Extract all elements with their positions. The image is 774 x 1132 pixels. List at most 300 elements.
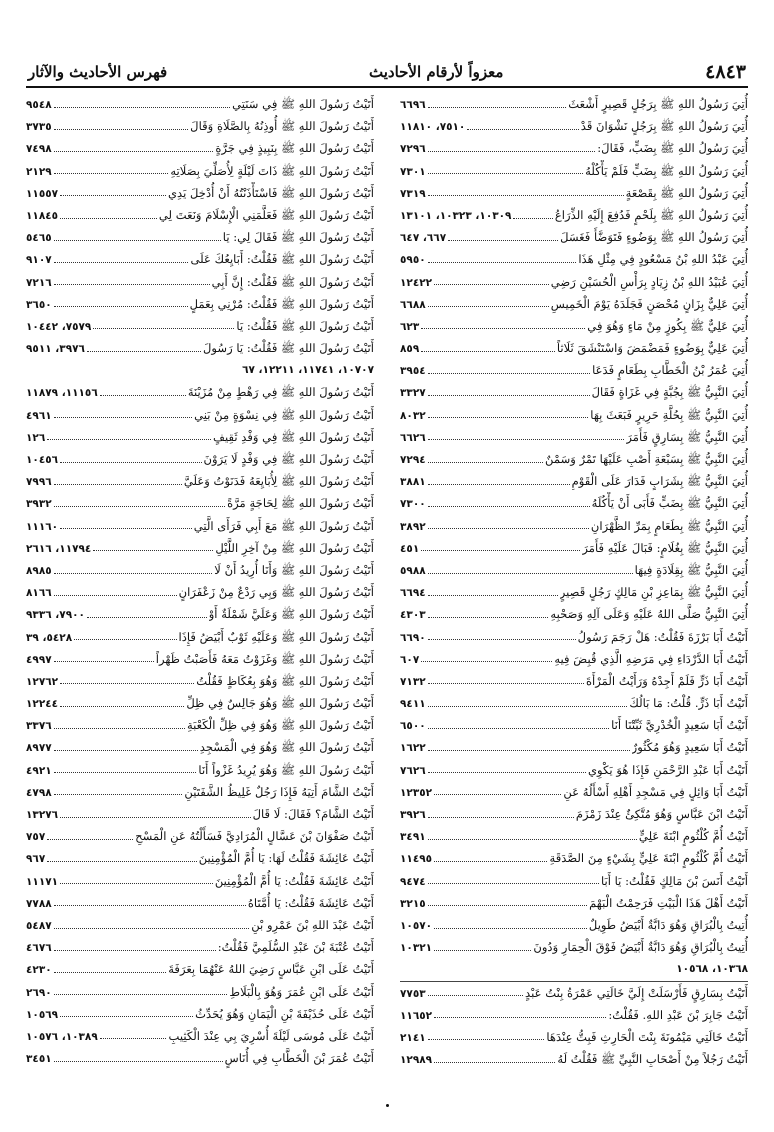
hadith-numbers: ١٠٥٧٠ [400, 919, 433, 932]
index-entry [26, 626, 374, 648]
dot-leader [428, 883, 599, 884]
index-entry [400, 847, 748, 869]
index-entry [400, 1048, 748, 1070]
hadith-incipit: أَتَيْتُ أَبَا ذَرٍّ. قُلْتُ: مَا بَالُكَ [629, 696, 748, 711]
hadith-numbers: ٦٦٩٠ [400, 631, 426, 644]
hadith-incipit: أَتَيْتُ رَسُولَ اللهِ ﷺ وَعَلَيَّ شَمْلَةٌ أَوْ [208, 607, 374, 622]
hadith-numbers: ٣٩٧٦، ٩٥١١ [26, 343, 85, 356]
hadith-numbers: ٧٢٩٤ [400, 454, 426, 466]
dot-leader [54, 107, 230, 108]
index-entry [26, 1047, 374, 1069]
hadith-numbers: ١١٤٩٥ [400, 853, 433, 866]
index-entry [26, 847, 374, 869]
hadith-numbers: ٧٩٠٠، ٩٣٣٦ [26, 609, 85, 622]
hadith-incipit: أُتِيَ عَبْدُ اللهِ بْنُ مَسْعُودٍ فِي مِثْلِ هَذَا [578, 252, 748, 267]
hadith-incipit: أُتِيَ عُبَيْدُ اللهِ بْنُ زِيَادٍ بِرَأْسِ الْحُسَيْنِ رَضِي [550, 274, 748, 289]
hadith-incipit: أَتَيْتُ رَسُولَ اللهِ ﷺ وَهُوَ يُرِيدُ غَزْواً أَنَا [198, 762, 374, 777]
hadith-numbers: ١١١٧١ [26, 875, 59, 888]
index-entry [400, 870, 748, 892]
hadith-numbers: ٢٦٩٠ [26, 986, 52, 999]
hadith-numbers: ١٠٣٠٩، ١٠٣٢٣، ١٣١٠١ [400, 209, 512, 222]
dot-leader [434, 861, 547, 862]
index-entry [26, 204, 374, 226]
dot-leader [87, 351, 201, 352]
hadith-incipit: أَتَيْتُ رَسُولَ اللهِ ﷺ وَعَلَيْهِ ثَوْبٌ أَبْيَضُ فَإِذَا [178, 629, 374, 644]
dot-leader [60, 683, 194, 684]
hadith-incipit: أُتِيَ النَّبِيُّ ﷺ بِغُلَامٍ: فَبَالَ عَلَيْهِ فَأَمَرَ [582, 540, 748, 555]
hadith-numbers: ٦٦٧، ٦٤٧ [400, 232, 447, 245]
index-entry [400, 93, 748, 115]
index-entry [400, 293, 748, 315]
hadith-incipit: أُتِيَ رَسُولُ اللهِ ﷺ بِضَبٍّ، فَقَالَ: [597, 141, 748, 156]
index-entry [26, 803, 374, 825]
index-entry [26, 825, 374, 847]
dot-leader [428, 151, 596, 152]
hadith-numbers: ١١١٦٠ [26, 520, 59, 533]
index-entry [26, 381, 374, 403]
index-entry [26, 1003, 374, 1025]
hadith-incipit: أَتَيْتُ عُمَرَ بْنَ الْخَطَّابِ فِي أُنَاسٍ [224, 1051, 374, 1066]
dot-leader [54, 484, 182, 485]
hadith-incipit: أَتَيْتُ عُتْبَةَ بْنَ عَبْدِ السُّلَمِيَّ فَقُلْتُ: [217, 940, 374, 955]
hadith-numbers: ٣٩٢٦ [400, 809, 426, 821]
hadith-incipit: أَتَيْتُ عَلَى ابْنِ عُمَرَ وَهُوَ بِالْبَلَاطِ [229, 984, 374, 999]
dot-leader [428, 772, 586, 773]
hadith-incipit: أُتِيَ رَسُولُ اللهِ ﷺ بِلَحْمٍ فَدُفِعَ إِلَيْهِ الذِّرَاعُ [554, 207, 748, 222]
dot-leader [100, 395, 186, 396]
index-entry [26, 692, 374, 714]
index-entry [26, 936, 374, 958]
hadith-incipit: أَتَيْتُ أَنَسَ بْنَ مَالِكٍ فَقُلْتُ: يَا أَبَا [600, 873, 748, 888]
index-entry [400, 714, 748, 736]
dot-leader [54, 972, 167, 973]
hadith-numbers: ٤٥١ [400, 542, 420, 555]
hadith-numbers: ٦٦٩٦ [400, 99, 426, 111]
hadith-numbers: ٩٥٤٨ [26, 99, 52, 111]
dot-leader [428, 195, 624, 196]
hadith-incipit: أُتِيتُ بِالْبُرَاقِ وَهُوَ دَابَّةٌ أَبْيَضُ طَوِيلٌ [588, 917, 748, 932]
dot-leader [428, 262, 577, 263]
hadith-incipit: أَتَيْتُ أَهْلَ هَذَا الْبَيْتِ فَرَحِمْتُ الْبَهْمَ [589, 895, 748, 910]
hadith-incipit: أَتَيْتُ رَسُولَ اللهِ ﷺ بِنَبِيذٍ فِي جَرَّةٍ [215, 141, 374, 156]
hadith-incipit: أَتَيْتُ عَائِشَةَ فَقُلْتُ لَهَا: يَا أُمَّ الْمُؤْمِنِينَ [198, 851, 374, 866]
dot-leader [60, 817, 251, 818]
dot-leader [60, 195, 166, 196]
index-entry [400, 470, 748, 492]
index-entry [26, 892, 374, 914]
dot-leader [428, 528, 589, 529]
dot-leader [93, 328, 234, 329]
index-entry [26, 115, 374, 137]
hadith-numbers: ٦٦٢٦ [400, 431, 426, 444]
hadith-numbers: ٦٦٩٤ [400, 587, 426, 600]
dot-leader [448, 240, 558, 241]
index-entry [26, 160, 374, 182]
hadith-incipit: أَتَيْتُ بِسَارِقٍ فَأَرْسَلَتْ إِلَيَّ خَالَتِي عَمْرَةُ بِنْتُ عَبْدٍ [525, 985, 748, 1000]
hadith-incipit: أَتَيْتُ الشَّامَ أَتِيَهُ فَإِذَا رَجُلٌ غَلِيظُ الشَّفَتَيْنِ [184, 784, 374, 799]
hadith-incipit: أَتَيْتُ أَبَا الدَّرْدَاءِ فِي مَرَضِهِ الَّذِي قُبِضَ فِيهِ [554, 651, 748, 666]
hadith-numbers: ١٢٣٥٢ [400, 786, 433, 799]
index-entry [26, 470, 374, 492]
index-entry [400, 559, 748, 581]
dot-leader [428, 995, 523, 996]
index-entry [26, 559, 374, 581]
index-page [26, 58, 748, 1070]
dot-leader [513, 218, 552, 219]
hadith-numbers: ٦٠٧ [400, 653, 420, 666]
dot-leader [421, 328, 585, 329]
hadith-incipit: أَتَيْتُ رَسُولَ اللهِ ﷺ وَهُوَ فِي ظِلِّ الْكَعْبَةِ [186, 718, 374, 733]
dot-leader [434, 928, 587, 929]
index-entry [26, 93, 374, 115]
hadith-numbers: ٨٩٨٥ [26, 564, 52, 577]
index-entry [26, 226, 374, 248]
index-entry [400, 892, 748, 914]
hadith-incipit: أَتَيْتُ رَسُولَ اللهِ ﷺ لِأُبَايِعَهُ فَدَنَوْتُ وَعَلَيَّ [183, 474, 374, 489]
hadith-incipit: أَتَيْتُ صَفْوَانَ بْنَ عَسَّالٍ الْمُرَادِيَّ فَسَأَلْتُهُ عَنِ الْمَسْحِ [135, 829, 374, 844]
index-entry [26, 271, 374, 293]
index-entry [400, 603, 748, 625]
index-entry [400, 692, 748, 714]
dot-leader [467, 129, 578, 130]
dot-leader [54, 661, 154, 662]
hadith-incipit: أَتَيْتُ رَسُولَ اللهِ ﷺ فَقُلْتُ: إِنَّ أَبِي [211, 274, 374, 289]
dot-leader [54, 151, 214, 152]
dot-leader [54, 728, 185, 729]
index-entry [26, 448, 374, 470]
hadith-numbers: ٢١٤١ [400, 1031, 426, 1044]
index-entry [400, 982, 748, 1004]
hadith-incipit: أَتَيْتُ رَسُولَ اللهِ ﷺ فِي رَهْطٍ مِنْ مُزَيْنَةَ [187, 385, 374, 400]
hadith-numbers: ٣٦٥٠ [26, 298, 52, 311]
index-entry [400, 492, 748, 514]
dot-leader [428, 706, 628, 707]
hadith-numbers: ١٦٢٢ [400, 742, 426, 755]
hadith-numbers: ٦٥٠٠ [400, 720, 426, 733]
dot-leader [54, 262, 189, 263]
index-entry [400, 381, 748, 403]
dot-leader [428, 750, 630, 751]
index-entry [26, 714, 374, 736]
hadith-numbers: ٨٠٣٢ [400, 409, 426, 422]
hadith-numbers: ١٣٢٧٦ [26, 809, 59, 821]
dot-leader [428, 1039, 545, 1040]
hadith-numbers: ٨٥٩ [400, 343, 420, 356]
hadith-incipit: أُتِيَ رَسُولُ اللهِ ﷺ بِوَضُوءٍ فَتَوَضَّأَ فَغَسَلَ [560, 230, 748, 245]
hadith-incipit: أَتَيْتُ أُمَّ كُلْثُومٍ ابْنَةَ عَلِيٍّ [638, 829, 748, 844]
dot-leader [54, 129, 189, 130]
hadith-numbers: ٦٦٨٨ [400, 298, 426, 311]
footer-dot [386, 1104, 389, 1107]
dot-leader [54, 417, 192, 418]
book-title: فهرس الأحاديث والآثار [28, 63, 168, 81]
hadith-numbers: ١١٦٥٢ [400, 1009, 433, 1022]
hadith-numbers: ٣٩٥٤ [400, 365, 426, 378]
hadith-numbers: ٤٩٢١ [26, 764, 52, 777]
hadith-numbers: ٧٧٥٣ [400, 987, 426, 1000]
dot-leader [54, 750, 198, 751]
index-entry [400, 515, 748, 537]
hadith-incipit: أَتَيْتُ رَسُولَ اللهِ ﷺ فَعَلَّمَنِي الْإِسْلَامَ وَنَعَتَ لِي [158, 207, 374, 222]
dot-leader [100, 1038, 167, 1039]
hadith-numbers: ١٢٩٨٩ [400, 1054, 433, 1067]
hadith-numbers: ١١٨٤٥ [26, 209, 59, 222]
hadith-incipit: أَتَيْتُ رَجُلاً مِنْ أَصْحَابِ النَّبِيِّ ﷺ فَقُلْتُ لَهُ [557, 1052, 748, 1067]
dot-leader [93, 550, 213, 551]
dot-leader [428, 728, 609, 729]
hadith-incipit: أَتَيْتُ رَسُولَ اللهِ ﷺ فَقَالَ لِي: يَا [222, 230, 374, 245]
hadith-incipit: أُتِيَ النَّبِيُّ ﷺ بِضَبٍّ فَأَبَى أَنْ يَأْكُلَهُ [591, 496, 748, 511]
hadith-incipit: أَتَيْتُ رَسُولَ اللهِ ﷺ وَغَزَوْتُ مَعَهُ فَأَصَبْتُ ظَهْراً [155, 651, 374, 666]
hadith-incipit: أَتَيْتُ أَبَا ذَرٍّ فَلَمْ أَجِدْهُ وَرَأَيْتُ الْمَرْأَةَ [585, 673, 748, 688]
hadith-numbers: ٤٧٩٨ [26, 786, 52, 799]
hadith-incipit: أُتِيَ عَلِيٌّ ﷺ بِكُوزٍ مِنْ مَاءٍ وَهُوَ فِي [587, 318, 748, 333]
hadith-numbers: ٩٤١١ [400, 698, 426, 711]
hadith-numbers: ٧١٣٢ [400, 675, 426, 688]
dot-leader [54, 905, 246, 906]
hadith-numbers: ٧٥٧٩، ١٠٤٤٢ [26, 320, 92, 333]
hadith-incipit: أُتِيتُ بِالْبُرَاقِ وَهُوَ دَابَّةٌ أَبْيَضُ فَوْقَ الْحِمَارِ وَدُونَ [533, 940, 748, 955]
hadith-incipit: أُتِيَ رَسُولُ اللهِ ﷺ بِقَصْعَةٍ [625, 185, 748, 200]
hadith-incipit: أُتِيَ النَّبِيُّ ﷺ بِسَبْعَةِ أَصْبِ عَلَيْهَا تَمْرٌ وَسَمْنٌ [545, 452, 748, 466]
index-entry [26, 981, 374, 1003]
hadith-incipit: أَتَيْتُ عَلَى حُذَيْفَةَ بْنِ الْيَمَانِ وَهُوَ يُحَدِّثُ [195, 1006, 374, 1021]
index-entry [26, 648, 374, 670]
index-entry [400, 315, 748, 337]
hadith-numbers: ١١٥٥٧ [26, 187, 59, 200]
dot-leader [421, 550, 580, 551]
index-entry [26, 426, 374, 448]
hadith-incipit: أَتَيْتُ رَسُولَ اللهِ ﷺ فِي سَنَتِي [232, 97, 374, 111]
hadith-numbers: ١٢٢٤٤ [26, 698, 59, 711]
dot-leader [428, 683, 584, 684]
dot-leader [74, 639, 176, 640]
index-entry [400, 204, 748, 226]
index-entry [26, 248, 374, 270]
hadith-incipit: أُتِيَ عَلِيٌّ بِزَانٍ مُحْصَنٍ فَجَلَدَهُ يَوْمَ الْخَمِيسِ [550, 296, 748, 311]
hadith-numbers: ٧٢١٦ [26, 276, 52, 289]
hadith-incipit: أَتَيْتُ عَائِشَةَ فَقُلْتُ: يَا أُمَّ الْمُؤْمِنِينَ [214, 873, 374, 888]
dot-leader [428, 107, 567, 108]
dot-leader [428, 462, 543, 463]
hadith-numbers: ٧٥١٠، ١١٨١٠ [400, 121, 466, 134]
hadith-incipit: أَتَيْتُ رَسُولَ اللهِ ﷺ وَأَنَا أُرِيدُ أَنْ لَا [214, 562, 374, 577]
dot-leader [54, 928, 250, 929]
hadith-incipit: أَتَيْتُ الشَّامَ؟ فَقَالَ: لَا قَالَ [252, 807, 374, 821]
dot-leader [54, 173, 169, 174]
index-entry [400, 248, 748, 270]
hadith-incipit: أَتَيْتُ رَسُولَ اللهِ ﷺ فَقُلْتُ: يَا [236, 318, 374, 333]
hadith-incipit: أَتَيْتُ أَبَا سَعِيدٍ الْخُدْرِيَّ ثَبِّتْنَا أَنَا [611, 718, 748, 733]
hadith-numbers: ٧٣٠٠ [400, 498, 426, 511]
hadith-numbers: ١٠٤٥٦ [26, 454, 59, 466]
index-entry [26, 315, 374, 337]
hadith-incipit: أَتَيْتُ رَسُولَ اللهِ ﷺ وَهُوَ فِي الْمَسْجِدِ [199, 740, 374, 755]
index-entry [26, 914, 374, 936]
right-column [400, 93, 748, 1070]
hadith-incipit: أَتَيْتُ رَسُولَ اللهِ ﷺ وَبِي رَدْعٌ مِنْ زَعْفَرَانٍ [178, 585, 374, 600]
hadith-numbers: ١٠٣٢١ [400, 942, 433, 955]
dot-leader [60, 462, 202, 463]
index-entry [400, 781, 748, 803]
dot-leader [434, 1062, 555, 1063]
hadith-numbers: ٣٣٧٦ [26, 720, 52, 733]
hadith-incipit: أَتَيْتُ ابْنَ عَبَّاسٍ وَهُوَ مُتَّكِئٌ عِنْدَ زَمْزَمَ [575, 807, 748, 821]
hadith-incipit: أُتِيَ النَّبِيُّ ﷺ بِشَرَابٍ فَدَارَ عَلَى الْقَوْمِ [571, 474, 748, 489]
dot-leader [421, 351, 555, 352]
dot-leader [434, 794, 561, 795]
dot-leader [87, 617, 207, 618]
hadith-numbers: ٢١٢٩ [26, 165, 52, 178]
hadith-numbers: ٧٥٧ [26, 831, 46, 844]
hadith-incipit: أَتَيْتُ رَسُولَ اللهِ ﷺ فَقُلْتُ: أَبَايِعُكَ عَلَى [190, 252, 374, 267]
index-entry [26, 781, 374, 803]
dot-leader [428, 573, 633, 574]
hadith-incipit: أَتَيْتُ أَبَا عَبْدِ الرَّحْمَنِ فَإِذَا هُوَ يَكْوِي [587, 762, 748, 777]
dot-leader [54, 994, 228, 995]
hadith-numbers: ١٠٧٠٧، ١١٧٤١، ١٢٢١١، ٦٧ [242, 364, 374, 377]
index-entry [400, 1026, 748, 1048]
hadith-numbers: ٩٤٧٤ [400, 875, 426, 888]
index-entry [26, 515, 374, 537]
index-entry [400, 160, 748, 182]
hadith-incipit: أَتَيْتُ رَسُولَ اللهِ ﷺ فَاسْتَأْذَنْتُهُ أَنْ أُدْخِلَ يَدِي [167, 185, 374, 200]
hadith-numbers: ١٠٣٦٨، ١٠٥٦٨ [676, 963, 748, 976]
dot-leader [54, 506, 225, 507]
hadith-incipit: أَتَيْتُ أَبَا وَائِلٍ فِي مَسْجِدِ أَهْلِهِ أَسْأَلُهُ عَنِ [563, 784, 748, 799]
hadith-numbers: ٣٨٨١ [400, 476, 426, 489]
dot-leader [428, 417, 589, 418]
index-entry [26, 404, 374, 426]
index-entry [400, 537, 748, 559]
hadith-numbers: ٥٩٥٠ [400, 254, 426, 267]
hadith-numbers: ٤٢٣٠ [26, 964, 52, 977]
index-entry [26, 958, 374, 980]
page-header [26, 58, 748, 88]
hadith-incipit: أَتَيْتُ رَسُولَ اللهِ ﷺ فَقُلْتُ: مُرْنِي بِعَمَلٍ [189, 296, 374, 311]
hadith-incipit: أَتَيْتُ عَلَى مُوسَى لَيْلَةَ أُسْرِيَ بِي عِنْدَ الْكَثِيبِ [168, 1028, 374, 1043]
dot-leader [60, 528, 192, 529]
dot-leader [54, 772, 197, 773]
dot-leader [47, 861, 197, 862]
dot-leader [428, 817, 574, 818]
dot-leader [54, 1061, 223, 1062]
hadith-numbers: ٣٨٩٢ [400, 520, 426, 533]
dot-leader [54, 284, 210, 285]
index-entry [26, 870, 374, 892]
hadith-incipit: أَتَيْتُ جَابِرَ بْنَ عَبْدِ اللهِ. فَقُلْتُ: [608, 1007, 748, 1022]
hadith-numbers: ٩٦٧ [26, 853, 46, 866]
index-entry [26, 137, 374, 159]
dot-leader [428, 173, 584, 174]
hadith-numbers: ٣٩٣٢ [26, 498, 52, 511]
dot-leader [60, 1016, 193, 1017]
hadith-numbers: ٨١٦٦ [26, 587, 52, 600]
hadith-numbers: ٧٩٩٦ [26, 476, 52, 489]
hadith-numbers: ٧٧٨٨ [26, 897, 52, 910]
hadith-incipit: أَتَيْتُ عَبْدَ اللهِ بْنَ عَمْرِو بْنِ [251, 917, 374, 932]
hadith-incipit: أَتَيْتُ رَسُولَ اللهِ ﷺ وَهُوَ جَالِسٌ فِي ظِلِّ [186, 696, 374, 711]
dot-leader [54, 950, 216, 951]
dot-leader [421, 661, 552, 662]
hadith-numbers: ١١٧٩٤، ٢٦١٦ [26, 542, 92, 555]
dot-leader [47, 439, 211, 440]
hadith-numbers: ٥٤٦٥ [26, 232, 52, 245]
hadith-numbers: ٤٩٩٧ [26, 653, 52, 666]
hadith-incipit: أُتِيَ عُمَرُ بْنُ الْخَطَّابِ بِطَعَامٍ فَدَعَا [592, 363, 748, 378]
index-entry [400, 648, 748, 670]
index-entry [26, 581, 374, 603]
hadith-incipit: أَتَيْتُ رَسُولَ اللهِ ﷺ لِحَاجَةٍ مَرَّةً [227, 496, 374, 511]
index-entry [26, 293, 374, 315]
index-entry [400, 115, 748, 137]
hadith-incipit: أَتَيْتُ رَسُولَ اللهِ ﷺ أُوذِنُهُ بِالصَّلَاةِ وَقَالَ [190, 119, 374, 134]
dot-leader [54, 240, 221, 241]
hadith-incipit: أَتَيْتُ رَسُولَ اللهِ ﷺ مَعَ أَبِي فَرَأَى الَّتِي [193, 518, 374, 533]
index-entry [400, 182, 748, 204]
index-entry [26, 537, 374, 559]
index-entry [400, 271, 748, 293]
hadith-numbers: ٣٣٢٧ [400, 387, 426, 400]
index-entry [400, 226, 748, 248]
page-number: ٤٨٤٣ [705, 61, 746, 83]
dot-leader [434, 284, 549, 285]
dot-leader [428, 639, 576, 640]
dot-leader [428, 506, 590, 507]
hadith-numbers: ٣٤٩١ [400, 831, 426, 844]
hadith-numbers: ٨٩٧٧ [26, 742, 52, 755]
hadith-numbers: ١٠٥٦٩ [26, 1008, 59, 1021]
index-entry [400, 958, 748, 981]
index-entry [400, 736, 748, 758]
hadith-incipit: أَتَيْتُ رَسُولَ اللهِ ﷺ فِي وَفْدِ ثَقِيفٍ [212, 429, 374, 444]
dot-leader [428, 617, 549, 618]
hadith-numbers: ٧٣٠١ [400, 165, 426, 178]
dot-leader [47, 839, 133, 840]
index-entry [400, 426, 748, 448]
index-entry [400, 626, 748, 648]
hadith-numbers: ٧٦٢٦ [400, 764, 426, 777]
hadith-numbers: ١٠٣٨٩، ١٠٥٧٦ [26, 1030, 98, 1043]
dot-leader [428, 839, 637, 840]
hadith-numbers: ١٢٦ [26, 431, 46, 444]
hadith-incipit: أُتِيَ رَسُولُ اللهِ ﷺ بِرَجُلٍ نَشْوَانَ قَدْ [580, 119, 748, 134]
hadith-incipit: أَتَيْتُ رَسُولَ اللهِ ﷺ وَهُوَ بِعُكَاظٍ فَقُلْتُ [196, 673, 374, 688]
hadith-incipit: أُتِيَ النَّبِيُّ ﷺ بِطَعَامٍ بِمَرِّ الظَّهْرَانِ [590, 518, 748, 533]
hadith-incipit: أَتَيْتُ أَبَا بَرْزَةَ فَقُلْتُ: هَلْ رَجَمَ رَسُولُ [577, 629, 748, 644]
index-entry [26, 670, 374, 692]
dot-leader [428, 395, 590, 396]
index-entry [400, 581, 748, 603]
hadith-numbers: ٣٢١٥ [400, 897, 426, 910]
hadith-numbers: ٦٢٣ [400, 320, 420, 333]
hadith-numbers: ١٢٧٦٢ [26, 675, 59, 688]
dot-leader [428, 595, 558, 596]
hadith-incipit: أَتَيْتُ رَسُولَ اللهِ ﷺ مِنْ آخِرِ اللَّيْلِ [215, 540, 374, 555]
hadith-incipit: أُتِيَ النَّبِيُّ صَلَّى اللهُ عَلَيْهِ وَعَلَى آلِهِ وَصَحْبِهِ [550, 607, 748, 622]
hadith-numbers: ٤٣٠٣ [400, 609, 426, 622]
index-entry [400, 404, 748, 426]
dot-leader [434, 1017, 606, 1018]
hadith-numbers: ٧٤٩٨ [26, 143, 52, 156]
index-entry [400, 1004, 748, 1026]
hadith-incipit: أَتَيْتُ خَالَتِي مَيْمُونَةَ بِنْتَ الْحَارِثِ فَبِتُّ عِنْدَهَا [546, 1029, 748, 1044]
index-entry [400, 936, 748, 958]
dot-leader [434, 950, 531, 951]
left-column [26, 93, 374, 1070]
hadith-incipit: أُتِيَ عَلِيٌّ بِوَضُوءٍ فَمَضْمَضَ وَاسْتَنْشَقَ ثَلَاثاً [556, 341, 748, 356]
hadith-numbers: ٣٧٣٥ [26, 121, 52, 134]
